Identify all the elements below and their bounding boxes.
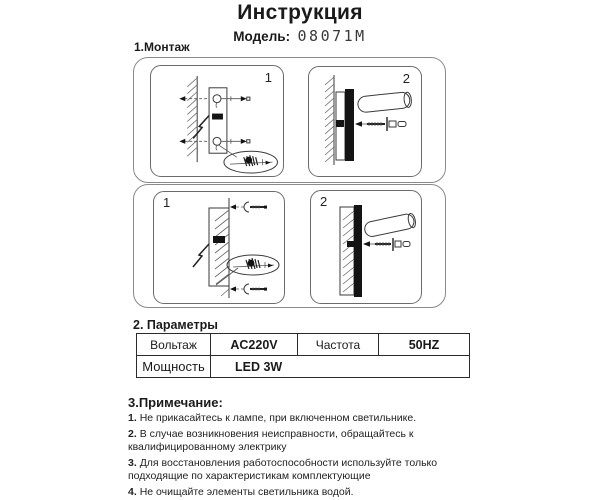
montage-step-2-panel <box>308 66 422 177</box>
note-text: Не очищайте элементы светильника водой. <box>139 486 354 498</box>
note-number: 3. <box>128 457 137 469</box>
model-label: Модель: <box>233 29 291 44</box>
wall-hatch <box>187 76 197 162</box>
step-number: 2 <box>320 194 328 209</box>
section-heading-parameters: 2. Параметры <box>133 318 218 332</box>
bracket-mount-diagram-mirror <box>154 192 284 303</box>
power-value: LED 3W <box>211 356 470 378</box>
note-text: Для восстановления работоспособности используйте только подходящие по характеристикам комплектующие <box>128 457 438 482</box>
screw-glyph-bottom <box>230 284 267 294</box>
power-cable <box>193 244 209 267</box>
notes-list <box>128 412 480 499</box>
table-row <box>137 334 470 356</box>
parameters-table <box>136 333 470 378</box>
fixture-bar <box>336 89 354 161</box>
montage-frame-top <box>133 57 446 183</box>
power-cable <box>193 116 209 139</box>
anchor-screw <box>355 117 406 131</box>
note-item <box>128 428 480 454</box>
wall-hatch <box>325 75 334 165</box>
voltage-label: Вольтаж <box>137 334 211 356</box>
step-number: 1 <box>264 70 272 85</box>
note-number: 2. <box>128 428 137 440</box>
step-number: 1 <box>163 195 171 210</box>
model-line <box>0 27 600 46</box>
mounting-plate <box>209 88 227 153</box>
note-text: В случае возникновения неисправности, обращайтесь к квалифицированному электрику <box>128 428 414 453</box>
screw-glyph-top <box>230 202 267 212</box>
screw-arrow-top <box>179 96 250 101</box>
frequency-value: 50HZ <box>379 334 470 356</box>
montage-step-2-alt-panel <box>310 190 422 304</box>
page-title: Инструкция <box>237 1 363 24</box>
detail-bubble <box>219 145 277 173</box>
mounting-plate <box>213 236 225 243</box>
note-text: Не прикасайтесь к лампе, при включенном светильнике. <box>139 412 417 424</box>
note-item <box>128 486 480 499</box>
step-number: 2 <box>402 71 410 86</box>
power-label: Мощность <box>137 356 211 378</box>
frequency-label: Частота <box>298 334 379 356</box>
section-heading-montage: 1.Монтаж <box>134 40 190 54</box>
note-item <box>128 457 480 483</box>
voltage-value: AC220V <box>211 334 298 356</box>
fixture-bar <box>347 205 362 297</box>
model-number: 08071M <box>297 27 367 45</box>
note-item <box>128 412 480 425</box>
montage-step-1-panel <box>150 65 284 177</box>
montage-frame-bottom <box>133 184 446 308</box>
detail-bubble <box>216 255 279 285</box>
lamp-cylinder <box>363 212 416 237</box>
section-heading-notes: 3.Примечание: <box>128 395 223 410</box>
bracket-mount-diagram <box>151 66 283 176</box>
lamp-cylinder <box>357 91 412 113</box>
anchor-screw <box>363 238 410 251</box>
note-number: 4. <box>128 486 137 498</box>
lamp-mount-diagram-mirror <box>311 191 421 303</box>
wall-hatch <box>340 207 354 295</box>
note-number: 1. <box>128 412 137 424</box>
montage-step-1-alt-panel <box>153 191 285 304</box>
table-row <box>137 356 470 378</box>
